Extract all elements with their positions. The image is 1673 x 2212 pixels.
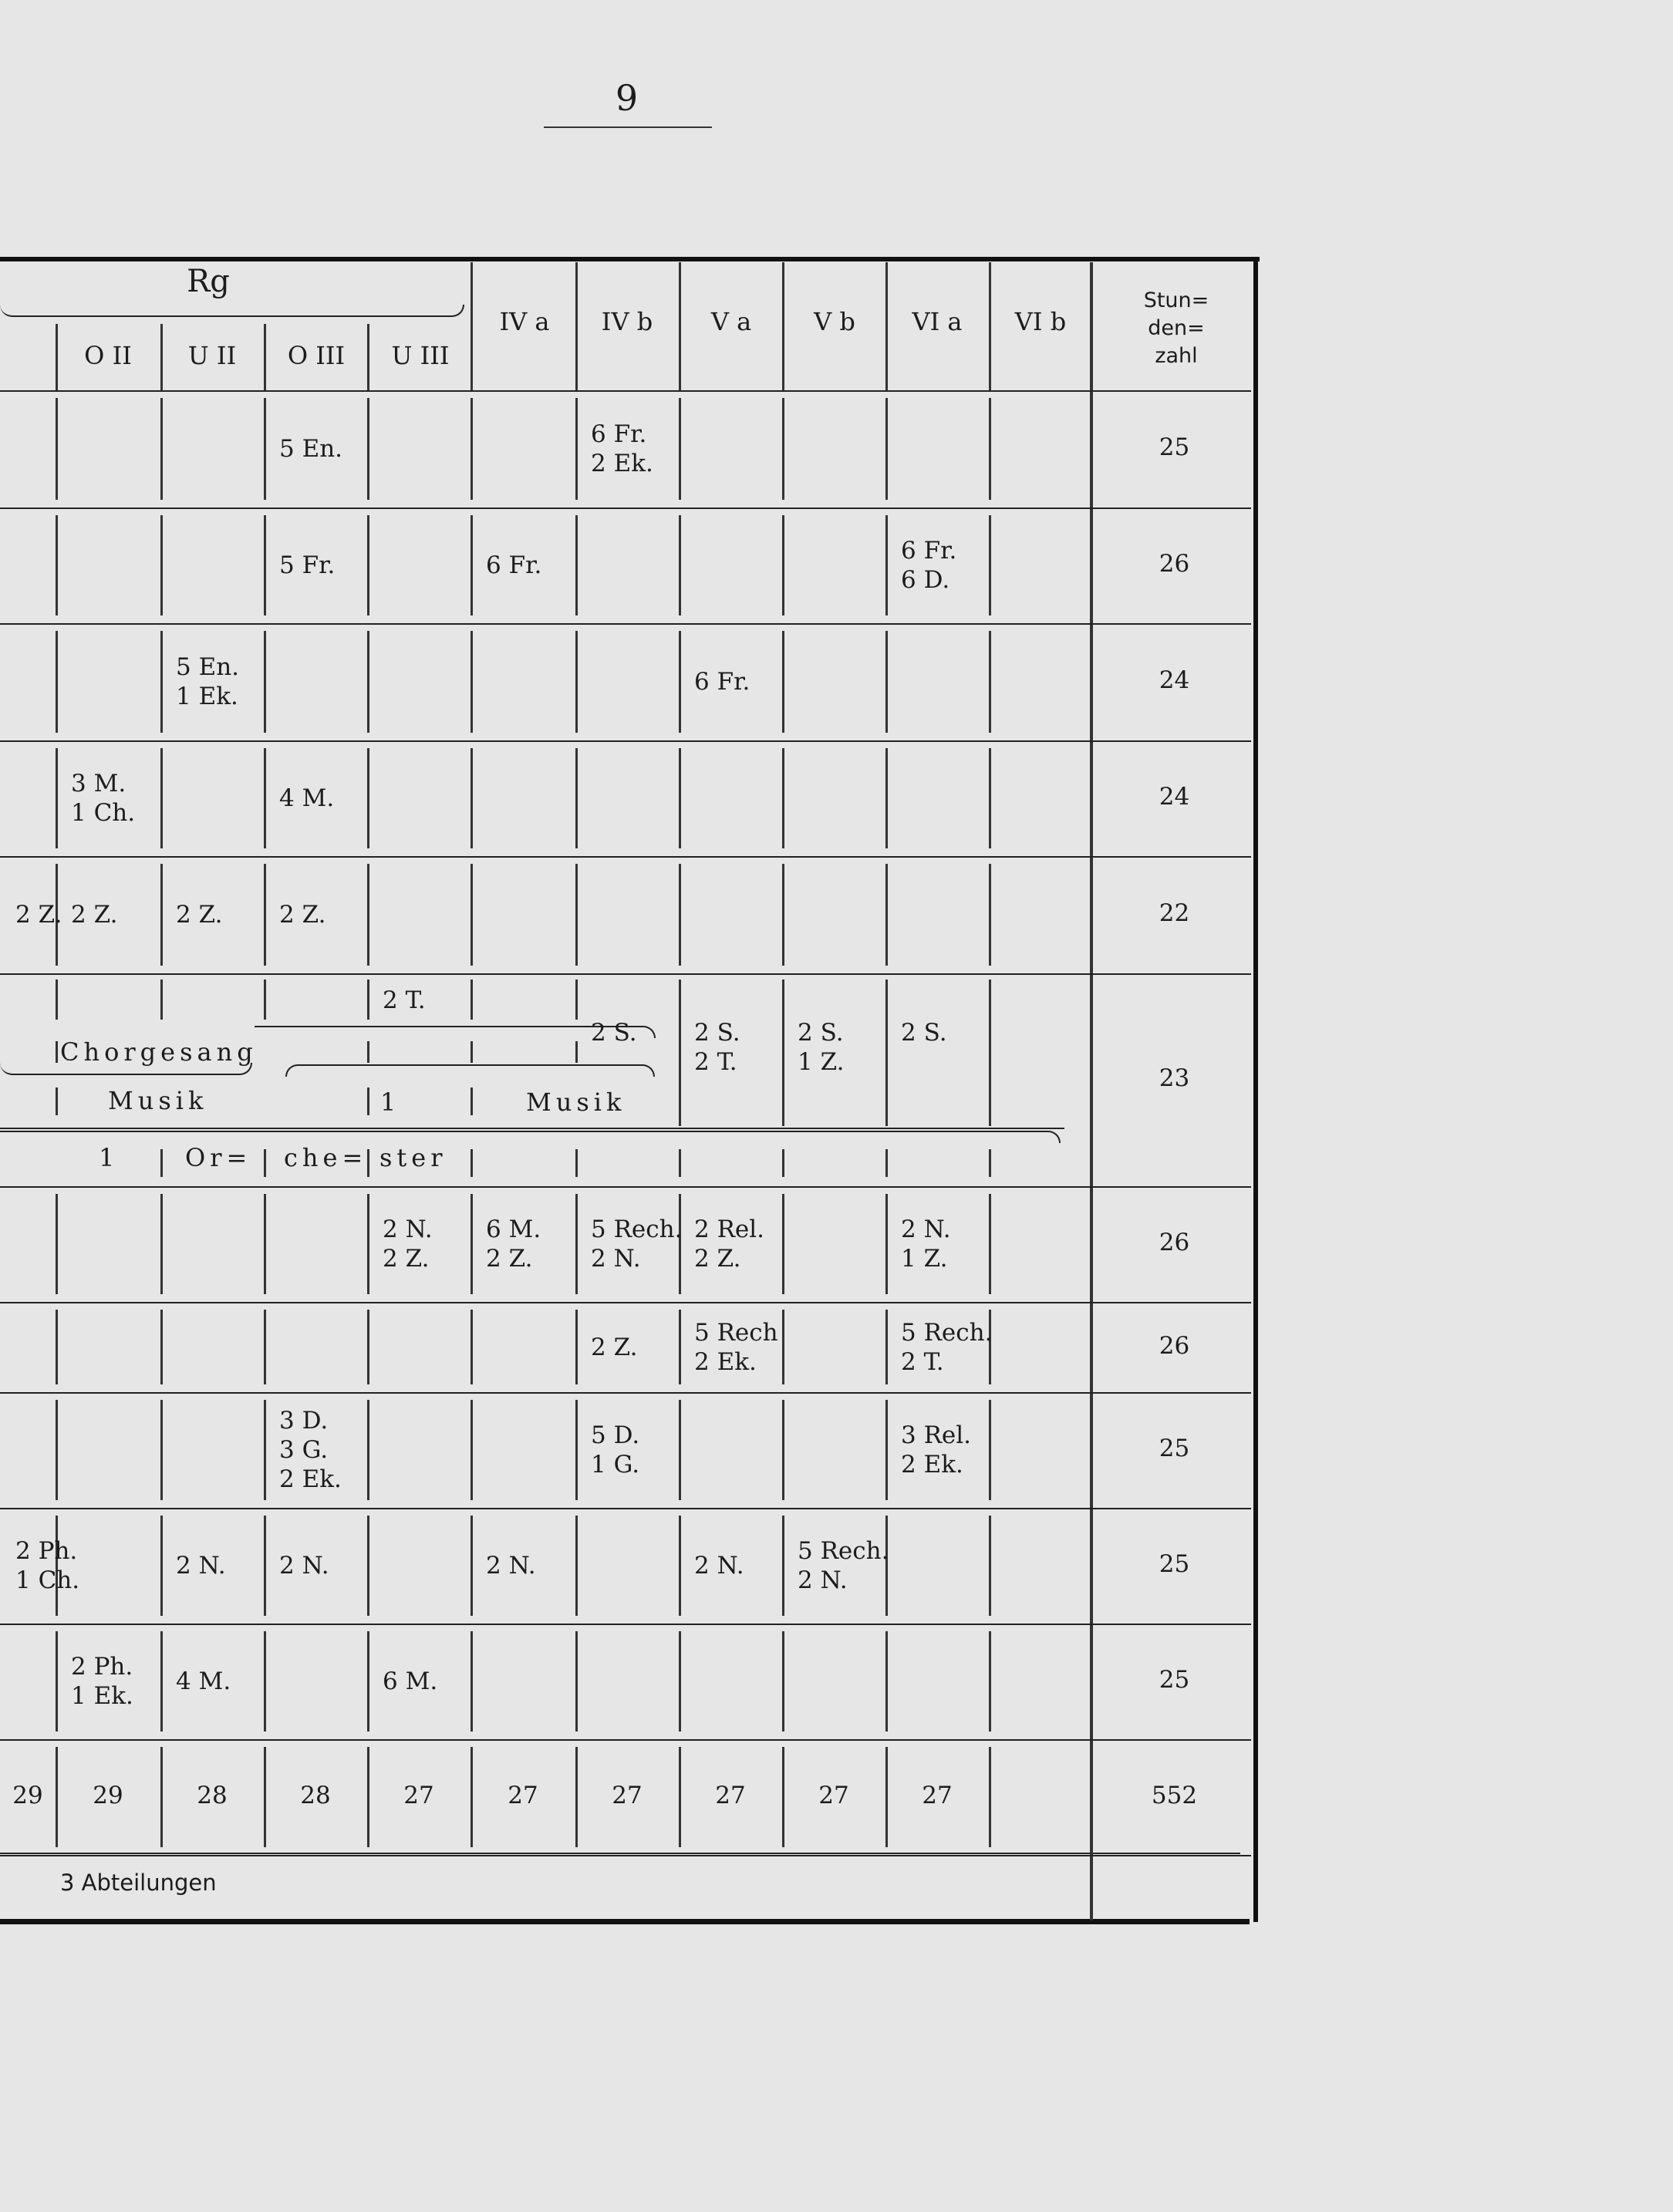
- footer-note: 3 Abteilungen: [60, 1870, 217, 1896]
- header-oiii: O III: [287, 341, 346, 370]
- row-total: 25: [1159, 433, 1190, 461]
- cell-vrule: [160, 631, 163, 733]
- column-total: 29: [93, 1782, 123, 1809]
- cell-vrule: [782, 1310, 784, 1384]
- row-rule: [0, 740, 1251, 742]
- cell-vrule: [56, 1631, 58, 1731]
- row-rule: [0, 623, 1251, 625]
- span-orchester-2: che=: [284, 1143, 368, 1172]
- brace-musik: [285, 1064, 655, 1077]
- cell-vrule: [160, 1149, 163, 1177]
- cell-vb: 6 Fr.: [694, 668, 750, 696]
- cell-vrule: [989, 1631, 991, 1731]
- header-hours: Stun= den= zahl: [1143, 288, 1209, 368]
- cell-vrule: [367, 1087, 369, 1115]
- totals-bottom-rule: [0, 1853, 1240, 1854]
- cell-vrule: [264, 515, 266, 615]
- cell-vrule: [989, 1194, 991, 1294]
- cell-vrule: [367, 1631, 369, 1731]
- cell-vrule: [264, 1310, 266, 1384]
- cell-vrule: [575, 1631, 578, 1731]
- cell-vb: 2 Rel. 2 Z.: [694, 1216, 765, 1273]
- cell-iva: 6 M.: [383, 1667, 438, 1695]
- cell-vrule: [56, 1194, 58, 1294]
- cell-vrule: [471, 1400, 473, 1500]
- cell-vb: 2 S. 2 T.: [694, 1019, 740, 1076]
- cell-oiii: 4 M.: [176, 1667, 231, 1695]
- cell-vrule: [367, 1747, 369, 1847]
- cell-vrule: [782, 515, 784, 615]
- cell-vrule: [679, 398, 681, 500]
- cell-vrule: [989, 748, 991, 848]
- cell-vrule: [367, 398, 369, 500]
- cell-vrule: [471, 515, 473, 615]
- cell-vrule: [575, 1041, 578, 1063]
- cell-vrule: [471, 1087, 473, 1115]
- cell-vrule: [56, 748, 58, 848]
- cell-vrule: [160, 398, 163, 500]
- row-rule: [0, 856, 1251, 858]
- cell-vrule: [989, 515, 991, 615]
- cell-oii: 2 Z.: [15, 901, 62, 929]
- cell-vrule: [575, 1400, 578, 1500]
- table-bottom-rule: [0, 1919, 1250, 1924]
- cell-vib: 5 Rech. 2 T.: [901, 1318, 993, 1376]
- cell-oiii: 5 En. 1 Ek.: [176, 653, 240, 710]
- cell-vrule: [56, 980, 58, 1020]
- cell-vrule: [782, 1149, 784, 1177]
- cell-vrule: [367, 1041, 369, 1063]
- cell-vrule: [471, 1149, 473, 1177]
- row-rule: [0, 1302, 1251, 1303]
- cell-vrule: [160, 1194, 163, 1294]
- cell-oiii: 2 N.: [176, 1552, 226, 1580]
- cell-vrule: [471, 1516, 473, 1616]
- span-musik-right: Musik: [526, 1087, 626, 1117]
- cell-vrule: [264, 1149, 266, 1177]
- cell-vrule: [782, 748, 784, 848]
- cell-vrule: [264, 1516, 266, 1616]
- row-rule: [0, 1624, 1251, 1625]
- cell-vb: 2 N.: [694, 1552, 744, 1580]
- cell-vrule: [367, 748, 369, 848]
- cell-vrule: [264, 1194, 266, 1294]
- cell-vib: 3 Rel. 2 Ek.: [901, 1421, 972, 1479]
- cell-vrule: [782, 1400, 784, 1500]
- cell-vrule: [885, 515, 888, 615]
- cell-vrule: [885, 631, 888, 733]
- cell-oiii: 2 Z.: [176, 901, 223, 929]
- header-vrule: [575, 262, 578, 390]
- cell-vrule: [471, 1747, 473, 1847]
- cell-vrule: [471, 980, 473, 1020]
- cell-vrule: [56, 1400, 58, 1500]
- cell-via: 2 S. 1 Z.: [798, 1019, 845, 1076]
- cell-vrule: [160, 1310, 163, 1384]
- cell-vrule: [679, 1516, 681, 1616]
- cell-vrule: [989, 398, 991, 500]
- cell-vrule: [885, 1400, 888, 1500]
- row-rule: [0, 973, 1251, 975]
- cell-vrule: [575, 1310, 578, 1384]
- cell-vrule: [885, 398, 888, 500]
- header-uiii: U III: [391, 341, 450, 370]
- cell-ivb: 6 M. 2 Z.: [486, 1216, 541, 1273]
- header-uii: U II: [187, 341, 237, 370]
- cell-vrule: [264, 864, 266, 966]
- cell-vrule: [575, 1194, 578, 1294]
- cell-vib: 2 N. 1 Z.: [901, 1216, 951, 1273]
- column-total: 27: [818, 1782, 849, 1809]
- header-va: V a: [710, 307, 752, 336]
- cell-vrule: [885, 748, 888, 848]
- header-vrule: [782, 262, 784, 390]
- cell-ivb: 6 Fr.: [486, 551, 542, 579]
- cell-vrule: [989, 1149, 991, 1177]
- cell-vrule: [367, 1149, 369, 1177]
- cell-vrule: [989, 1747, 991, 1847]
- cell-va: 2 Z.: [591, 1333, 638, 1361]
- row-total: 24: [1159, 783, 1190, 811]
- cell-vrule: [264, 1400, 266, 1500]
- cell-vrule: [367, 1310, 369, 1384]
- cell-vrule: [989, 631, 991, 733]
- row-total: 25: [1159, 1550, 1190, 1578]
- row-rule: [0, 390, 1251, 392]
- cell-vrule: [471, 1310, 473, 1384]
- row-total: 22: [1159, 899, 1190, 927]
- cell-vrule: [367, 515, 369, 615]
- cell-vrule: [160, 515, 163, 615]
- cell-vrule: [575, 398, 578, 500]
- brace-orchester: [0, 1131, 1061, 1143]
- cell-vrule: [56, 515, 58, 615]
- cell-vrule: [575, 1516, 578, 1616]
- cell-vrule: [160, 1631, 163, 1731]
- cell-vrule: [56, 631, 58, 733]
- row-rule: [0, 1855, 1251, 1856]
- table-right-rule: [1253, 258, 1258, 1922]
- cell-va: 5 Rech. 2 N.: [591, 1216, 683, 1273]
- cell-vrule: [367, 1400, 369, 1500]
- cell-vrule: [782, 631, 784, 733]
- cell-vrule: [679, 980, 681, 1126]
- cell-vrule: [679, 748, 681, 848]
- cell-vrule: [160, 1747, 163, 1847]
- cell-vrule: [679, 1310, 681, 1384]
- span-one-a: 1: [380, 1087, 396, 1117]
- cell-vib: 2 S.: [901, 1019, 947, 1047]
- cell-vrule: [989, 1516, 991, 1616]
- orchester-rule: [0, 1128, 1064, 1129]
- cell-vrule: [56, 1087, 58, 1115]
- grand-total: 552: [1151, 1782, 1198, 1809]
- cell-iva: 2 T.: [383, 986, 426, 1014]
- cell-vrule: [782, 980, 784, 1126]
- cell-va: 5 D. 1 G.: [591, 1421, 640, 1479]
- cell-vrule: [575, 980, 578, 1020]
- row-total: 26: [1159, 1229, 1190, 1256]
- cell-vrule: [885, 1631, 888, 1731]
- cell-vrule: [885, 1310, 888, 1384]
- cell-vrule: [679, 1400, 681, 1500]
- cell-vib: 6 Fr. 6 D.: [901, 537, 957, 594]
- row-total: 25: [1159, 1435, 1190, 1462]
- cell-vb: 5 Rech 2 Ek.: [694, 1318, 778, 1376]
- cell-vrule: [782, 864, 784, 966]
- row-rule: [0, 1508, 1251, 1509]
- cell-vrule: [782, 1747, 784, 1847]
- cell-vrule: [679, 864, 681, 966]
- cell-vrule: [367, 1516, 369, 1616]
- cell-vrule: [885, 1149, 888, 1177]
- cell-uiii: 2 Z.: [279, 901, 326, 929]
- cell-vrule: [679, 1631, 681, 1731]
- cell-uiii: 4 M.: [279, 784, 335, 812]
- cell-vrule: [782, 1516, 784, 1616]
- column-total: 27: [508, 1782, 538, 1809]
- cell-via: 5 Rech. 2 N.: [798, 1537, 889, 1594]
- rg-brace: [0, 305, 464, 317]
- cell-vrule: [56, 1310, 58, 1384]
- row-total: 23: [1159, 1064, 1190, 1092]
- cell-vrule: [160, 980, 163, 1020]
- header-vrule: [264, 324, 266, 390]
- cell-vrule: [471, 864, 473, 966]
- column-total: 27: [612, 1782, 643, 1809]
- cell-uiii: 5 En.: [279, 435, 343, 463]
- cell-vrule: [264, 1631, 266, 1731]
- header-vrule: [989, 262, 991, 390]
- column-total: 29: [12, 1782, 43, 1809]
- cell-vrule: [575, 1149, 578, 1177]
- cell-vrule: [160, 748, 163, 848]
- row-total: 26: [1159, 550, 1190, 578]
- cell-uiii: 2 N.: [279, 1552, 329, 1580]
- cell-vrule: [885, 1194, 888, 1294]
- cell-vrule: [471, 1194, 473, 1294]
- cell-ivb: 2 N.: [486, 1552, 536, 1580]
- span-one-b: 1: [99, 1143, 115, 1172]
- cell-uii: 3 M. 1 Ch.: [71, 770, 136, 827]
- hours-divider: [1090, 262, 1093, 1920]
- cell-vrule: [160, 864, 163, 966]
- cell-vrule: [56, 398, 58, 500]
- column-total: 28: [197, 1782, 228, 1809]
- page-number: 9: [615, 77, 639, 119]
- row-total: 26: [1159, 1331, 1190, 1360]
- cell-vrule: [782, 1631, 784, 1731]
- group-label-rg: Rg: [187, 264, 230, 299]
- cell-uiii: 3 D. 3 G. 2 Ek.: [279, 1407, 342, 1493]
- cell-vrule: [575, 515, 578, 615]
- cell-vrule: [679, 1149, 681, 1177]
- row-rule: [0, 507, 1251, 509]
- cell-vrule: [782, 1194, 784, 1294]
- row-total: 24: [1159, 666, 1190, 694]
- header-vrule: [367, 324, 369, 390]
- column-total: 28: [300, 1782, 331, 1809]
- cell-vrule: [264, 398, 266, 500]
- column-total: 27: [715, 1782, 746, 1809]
- cell-vrule: [160, 1516, 163, 1616]
- cell-vrule: [471, 748, 473, 848]
- row-rule: [0, 1186, 1251, 1188]
- column-total: 27: [403, 1782, 434, 1809]
- table-top-rule: [0, 257, 1260, 261]
- span-orchester-1: Or=: [185, 1143, 252, 1172]
- cell-vrule: [575, 631, 578, 733]
- header-oii: O II: [84, 341, 132, 370]
- cell-vrule: [264, 980, 266, 1020]
- cell-vrule: [471, 631, 473, 733]
- cell-vrule: [264, 631, 266, 733]
- cell-oii: 2 Ph. 1 Ch.: [15, 1537, 80, 1594]
- cell-vrule: [885, 1747, 888, 1847]
- cell-vrule: [367, 631, 369, 733]
- header-via: VI a: [912, 307, 963, 336]
- header-ivb: IV b: [601, 307, 653, 336]
- cell-va: 2 S.: [591, 1019, 637, 1047]
- cell-vrule: [367, 980, 369, 1020]
- cell-vrule: [989, 980, 991, 1126]
- header-vrule: [471, 262, 473, 390]
- header-vrule: [160, 324, 163, 390]
- header-vrule: [885, 262, 888, 390]
- cell-uiii: 5 Fr.: [279, 551, 336, 579]
- cell-vrule: [885, 864, 888, 966]
- header-vrule: [679, 262, 681, 390]
- cell-vrule: [989, 1400, 991, 1500]
- cell-iva: 2 N. 2 Z.: [383, 1216, 433, 1273]
- span-chorgesang: Chorgesang: [60, 1037, 258, 1067]
- cell-vrule: [575, 1747, 578, 1847]
- header-vrule: [56, 324, 58, 390]
- cell-vrule: [264, 748, 266, 848]
- cell-vrule: [471, 1631, 473, 1731]
- row-rule: [0, 1392, 1251, 1394]
- cell-vrule: [367, 864, 369, 966]
- cell-vrule: [575, 864, 578, 966]
- cell-vrule: [885, 980, 888, 1126]
- row-total: 25: [1159, 1666, 1190, 1694]
- cell-vrule: [679, 631, 681, 733]
- brace-chorgesang: [0, 1063, 252, 1075]
- cell-vrule: [56, 1041, 58, 1063]
- cell-uii: 2 Z.: [71, 901, 118, 929]
- row-rule: [0, 1739, 1251, 1741]
- cell-vrule: [367, 1194, 369, 1294]
- cell-vrule: [679, 515, 681, 615]
- column-total: 27: [922, 1782, 953, 1809]
- cell-vrule: [471, 1041, 473, 1063]
- cell-vrule: [160, 1400, 163, 1500]
- cell-uii: 2 Ph. 1 Ek.: [71, 1653, 133, 1710]
- span-musik-left: Musik: [108, 1086, 208, 1115]
- header-vib: VI b: [1014, 307, 1067, 336]
- cell-va: 6 Fr. 2 Ek.: [591, 420, 653, 477]
- header-vb: V b: [814, 307, 855, 336]
- cell-vrule: [56, 1747, 58, 1847]
- cell-vrule: [679, 1747, 681, 1847]
- cell-vrule: [989, 864, 991, 966]
- cell-vrule: [471, 398, 473, 500]
- span-orchester-3: ster: [379, 1143, 447, 1172]
- cell-vrule: [575, 748, 578, 848]
- cell-vrule: [782, 398, 784, 500]
- cell-vrule: [264, 1747, 266, 1847]
- header-iva: IV a: [499, 307, 550, 336]
